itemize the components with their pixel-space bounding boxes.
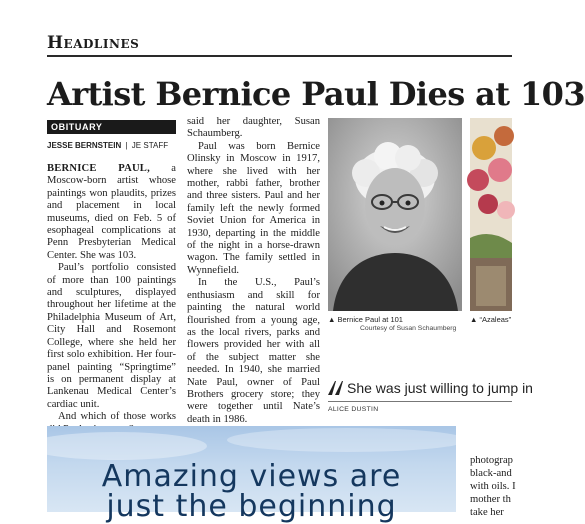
- photo-credit: Courtesy of Susan Schaumberg: [360, 325, 457, 332]
- lead-text: a Moscow-born artist whose paintings won plaudits, prizes and placement in local museums, died on Feb. 5 of esophageal complications at Penn Presbyterian Medical Center. She was 103.: [47, 163, 176, 261]
- byline: [47, 141, 168, 150]
- body-paragraph: In the U.S., Paul’s enthusiasm and skill for painting the natural world flourished from a young age, as the local rivers, parks and flowers provided her with all of the subject matter she needed. In 1940, she married Nate Paul, owner of Paul Brothers grocery store; they were together until Nate’s death in 1986.: [187, 277, 320, 425]
- advertisement[interactable]: [47, 426, 456, 524]
- ad-headline: [47, 459, 456, 524]
- portrait-photo: [328, 118, 462, 311]
- pull-quote-author: ALICE DUSTIN: [328, 406, 379, 413]
- body-paragraph: Paul was born Bernice Olinsky in Moscow in 1917, where she lived with her mother, rabbi father, brother and three sisters. Paul and her family left the newly formed Soviet Union for America in 1930, departing in the middle of the night in a horse-drawn wagon. The family settled in Wynnefield.: [187, 140, 320, 276]
- quote-mark-icon: [328, 381, 344, 398]
- byline-separator: |: [125, 141, 128, 150]
- ad-line-2: just the beginning: [106, 489, 397, 524]
- photo-caption: ▲ Bernice Paul at 101: [328, 315, 403, 324]
- adjacent-line: black-and: [470, 468, 512, 479]
- section-divider: [47, 55, 512, 57]
- byline-role: JE STAFF: [131, 141, 169, 150]
- byline-author: JESSE BERNSTEIN: [47, 141, 122, 150]
- body-paragraph: said her daughter, Susan Schaumberg.: [187, 116, 320, 140]
- adjacent-line: with oils. I: [470, 481, 516, 492]
- article-column-2: [187, 116, 320, 463]
- adjacent-article-column: [470, 454, 530, 519]
- body-paragraph: Paul’s portfolio consisted of more than 100 paintings and sculptures, displayed throughout her lifetime at the Philadelphia Museum of Art, City Hall and Rosemont College, where she held her first solo exhibition. Her four-panel painting “Springtime” is on permanent display at Lankenau Medical Center’s cardiac unit.: [47, 262, 176, 410]
- lead-paragraph: [47, 163, 176, 262]
- lead-name: BERNICE PAUL,: [47, 163, 150, 174]
- painting-image: [470, 118, 512, 311]
- ad-line-1: Amazing views are: [101, 459, 402, 494]
- section-kicker: OBITUARY: [47, 120, 176, 134]
- section-label: Headlines: [47, 33, 140, 53]
- painting-caption: ▲ “Azaleas”: [470, 315, 512, 324]
- pull-quote: [328, 380, 533, 398]
- article-column-1: [47, 163, 176, 461]
- adjacent-line: mother th: [470, 494, 511, 505]
- pull-quote-divider: [328, 401, 512, 402]
- pull-quote-text: She was just willing to jump in: [347, 380, 533, 396]
- body-paragraph: And which of those works: [58, 411, 176, 423]
- article-headline: Artist Bernice Paul Dies at 103: [47, 75, 585, 113]
- adjacent-line: take her: [470, 507, 504, 518]
- adjacent-line: photograp: [470, 455, 513, 466]
